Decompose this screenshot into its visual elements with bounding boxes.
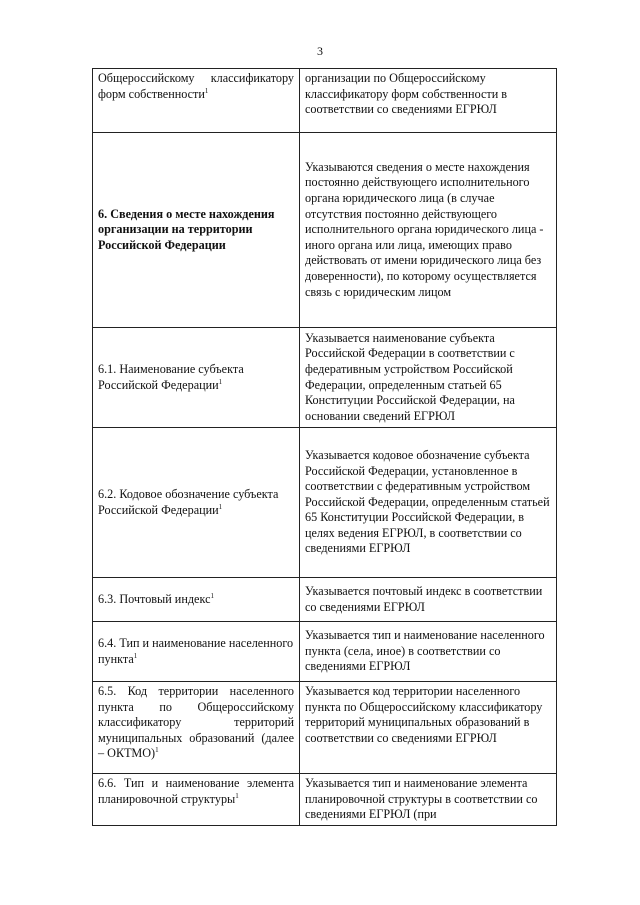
table-cell-left: [93, 328, 300, 428]
cell-text: Указывается тип и наименование населенного пункта (села, иное) в соответствии со сведениями ЕГРЮЛ: [305, 628, 545, 674]
table-row: [93, 774, 557, 826]
table-cell-right: [300, 774, 557, 826]
table-cell-left: [93, 622, 300, 682]
footnote-mark: 1: [218, 502, 223, 511]
table-row: [93, 69, 557, 133]
cell-text: 6.4. Тип и наименование населенного пункта: [98, 635, 294, 666]
table-cell-left: [93, 774, 300, 826]
cell-text: Общероссийскому классификатору форм собственности: [98, 71, 294, 101]
cell-text: 6.5. Код территории населенного пункта по Общероссийскому классификатору территорий муниципальных образований (далее – ОКТМО): [98, 684, 294, 761]
table-cell-left: [93, 682, 300, 774]
table-cell-right: [300, 622, 557, 682]
table-cell-left: [93, 69, 300, 133]
cell-text: 6.6. Тип и наименование элемента планировочной структуры: [98, 776, 294, 806]
cell-text: Указывается кодовое обозначение субъекта Российской Федерации, установленное в соответствии с федеративным устройством Российской Федерации, определенным статьей 65 Конституции Российской Федерации, в целях ведения ЕГРЮЛ, в соответствии со сведениями ЕГРЮЛ: [305, 447, 550, 556]
table-row: [93, 622, 557, 682]
cell-text: Указываются сведения о месте нахождения постоянно действующего исполнительного органа юридического лица (в случае отсутствия постоянно действующего исполнительного органа юридического лица - иного органа или лица, имеющих право действовать от имени юридического лица без доверенности), по которому осуществляется связь с юридическим лицом: [305, 159, 544, 299]
cell-text: Указывается код территории населенного пункта по Общероссийскому классификатору территорий муниципальных образований в соответствии со сведениями ЕГРЮЛ: [305, 684, 543, 745]
table-cell-right: [300, 682, 557, 774]
table-cell-right: [300, 328, 557, 428]
cell-text: Указывается тип и наименование элемента планировочной структуры в соответствии со сведениями ЕГРЮЛ (при: [305, 776, 538, 822]
footnote-mark: 1: [133, 651, 138, 660]
table-row: [93, 328, 557, 428]
cell-text: 6.1. Наименование субъекта Российской Федерации: [98, 361, 244, 392]
table-row: [93, 428, 557, 578]
cell-text: 6.3. Почтовый индекс: [98, 591, 211, 606]
table-row: [93, 133, 557, 328]
page-number: 3: [317, 44, 323, 58]
footnote-mark: 1: [235, 791, 239, 800]
table-cell-right: [300, 133, 557, 328]
cell-text: Указывается наименование субъекта Российской Федерации в соответствии с федеративным устройством Российской Федерации, определенным статьей 65 Конституции Российской Федерации, на основании сведений ЕГРЮЛ: [305, 330, 515, 423]
cell-text: Указывается почтовый индекс в соответствии со сведениями ЕГРЮЛ: [305, 583, 543, 614]
table-cell-right: [300, 428, 557, 578]
table-row: [93, 682, 557, 774]
table-cell-right: [300, 578, 557, 622]
footnote-mark: 1: [204, 86, 209, 95]
cell-text: организации по Общероссийскому классификатору форм собственности в соответствии со сведениями ЕГРЮЛ: [305, 71, 508, 117]
footnote-mark: 1: [210, 591, 214, 600]
cell-text: 6.2. Кодовое обозначение субъекта Российской Федерации: [98, 486, 279, 517]
table-row: [93, 578, 557, 622]
table-cell-left: [93, 578, 300, 622]
footnote-mark: 1: [218, 377, 223, 386]
footnote-mark: 1: [155, 746, 159, 755]
table-cell-left: [93, 428, 300, 578]
table-cell-left: [93, 133, 300, 328]
cell-text: 6. Сведения о месте нахождения организации на территории Российской Федерации: [98, 206, 275, 252]
table-cell-right: [300, 69, 557, 133]
requirements-table: [92, 68, 557, 826]
